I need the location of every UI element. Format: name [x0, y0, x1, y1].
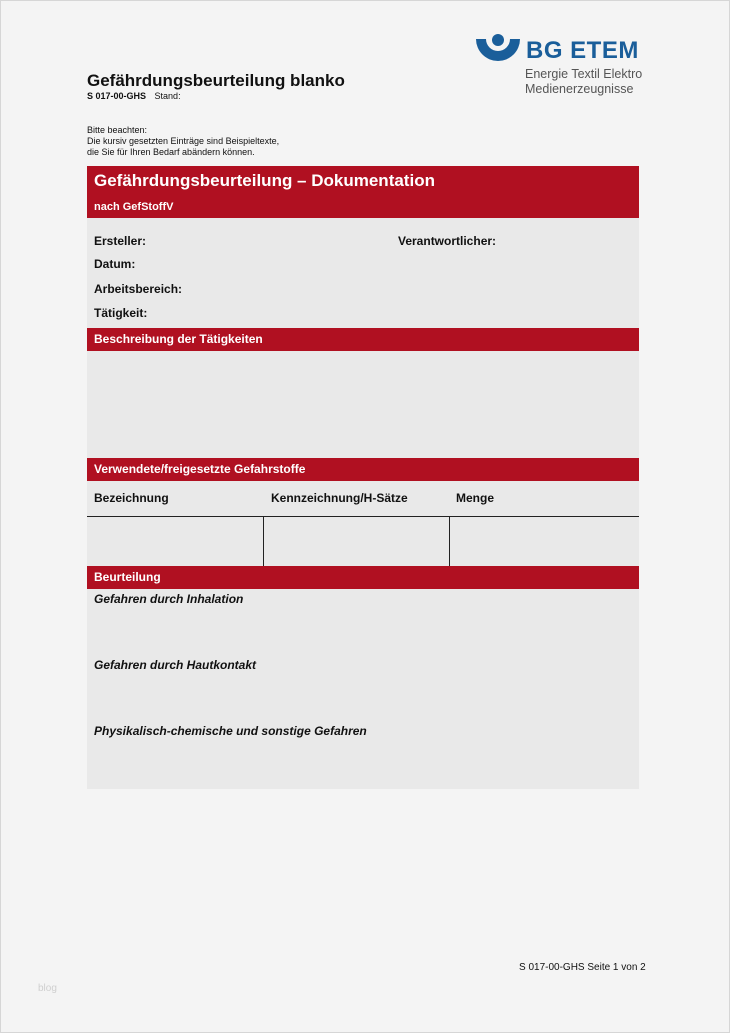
logo-name: BG ETEM: [526, 37, 639, 64]
assessment-panel: [87, 589, 639, 789]
general-info-panel: [87, 218, 639, 328]
datum-label: Datum:: [94, 257, 136, 271]
form-title: Gefährdungsbeurteilung – Dokumentation: [94, 171, 435, 190]
logo-tagline-2: Medienerzeugnisse: [525, 82, 634, 96]
form-subtitle: nach GefStoffV: [94, 201, 174, 213]
watermark: blog: [38, 983, 57, 994]
column-bezeichnung: Bezeichnung: [94, 491, 169, 505]
document-code: S 017-00-GHS: [87, 91, 147, 101]
column-divider: [263, 517, 264, 566]
note-block: [87, 125, 279, 158]
note-heading: Bitte beachten:: [87, 125, 148, 135]
section-assessment-header: Beurteilung: [87, 566, 639, 589]
logo-emblem-icon: [474, 33, 522, 67]
description-field[interactable]: [87, 351, 639, 458]
document-code-line: [87, 91, 181, 101]
column-menge: Menge: [456, 491, 495, 505]
hazard-physical-chemical: Physikalisch-chemische und sonstige Gefahren: [94, 724, 367, 738]
page-title: Gefährdungsbeurteilung blanko: [87, 71, 345, 90]
logo-tagline-1: Energie Textil Elektro: [525, 67, 643, 81]
note-line-2: die Sie für Ihren Bedarf abändern können.: [87, 147, 255, 157]
bg-etem-logo: [474, 33, 650, 99]
section-description-header: Beschreibung der Tätigkeiten: [87, 328, 639, 351]
section-substances-header: Verwendete/freigesetzte Gefahrstoffe: [87, 458, 639, 481]
arbeitsbereich-label: Arbeitsbereich:: [94, 282, 183, 296]
column-kennzeichnung: Kennzeichnung/H-Sätze: [271, 491, 408, 505]
column-divider: [449, 517, 450, 566]
verantwortlicher-label: Verantwortlicher:: [398, 234, 497, 248]
assessment-form: [87, 166, 639, 789]
page-footer: S 017-00-GHS Seite 1 von 2: [519, 962, 646, 973]
form-header: [87, 166, 639, 218]
hazard-inhalation: Gefahren durch Inhalation: [94, 592, 244, 606]
hazard-skin-contact: Gefahren durch Hautkontakt: [94, 658, 257, 672]
taetigkeit-label: Tätigkeit:: [94, 306, 148, 320]
ersteller-label: Ersteller:: [94, 234, 147, 248]
substance-row: [87, 516, 639, 566]
substance-column-headers: [87, 481, 639, 516]
stand-label: Stand:: [154, 91, 181, 101]
note-line-1: Die kursiv gesetzten Einträge sind Beispieltexte,: [87, 136, 280, 146]
